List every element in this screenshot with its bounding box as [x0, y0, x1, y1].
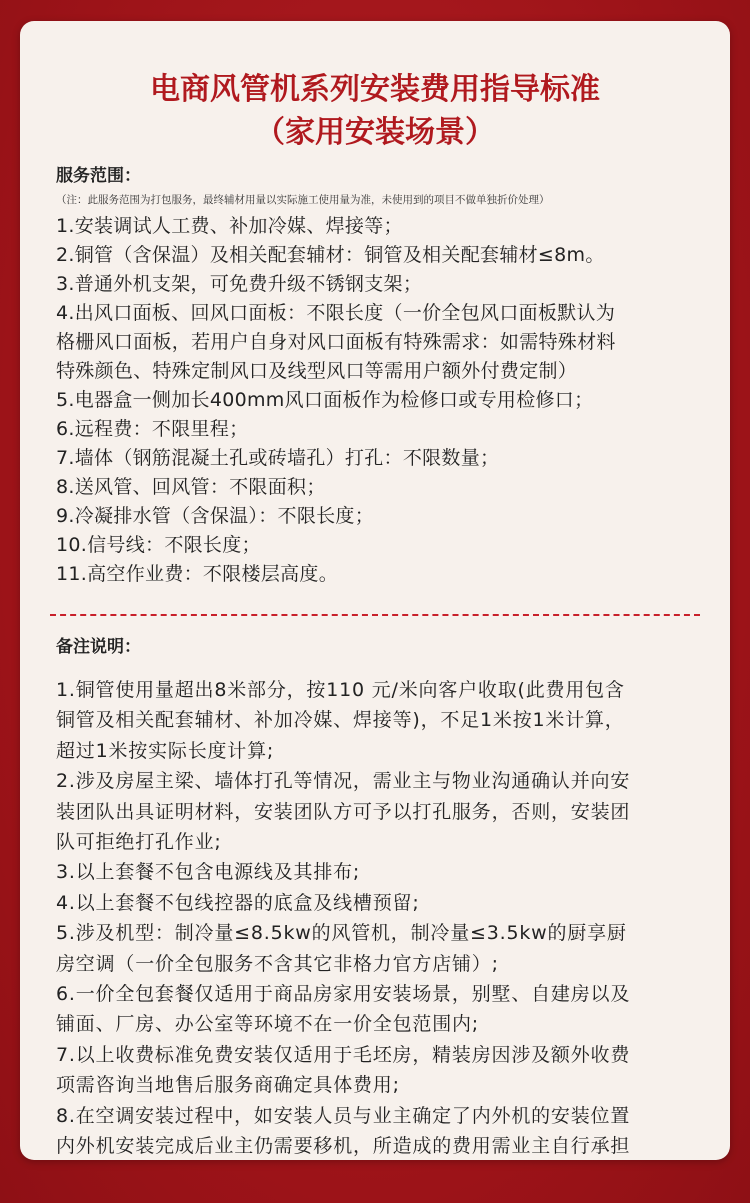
list-item: 3.普通外机支架，可免费升级不锈钢支架； [56, 273, 423, 295]
remarks-heading: 备注说明： [56, 637, 141, 657]
page-title: 电商风管机系列安装费用指导标准 [150, 72, 600, 107]
list-item: 格栅风口面板，若用户自身对风口面板有特殊需求：如需特殊材料 [56, 331, 616, 353]
list-item: 铺面、厂房、办公室等环境不在一价全包范围内; [56, 1013, 480, 1036]
list-item: 装团队出具证明材料，安装团队方可予以打孔服务，否则，安装团 [56, 800, 631, 823]
section-divider [50, 614, 700, 616]
scope-list [56, 212, 616, 589]
list-item: 8.在空调安装过程中，如安装人员与业主确定了内外机的安装位置 [56, 1104, 631, 1127]
list-item: 2.涉及房屋主梁、墙体打孔等情况，需业主与物业沟通确认并向安 [56, 770, 631, 793]
list-item: 5.涉及机型：制冷量≤8.5kw的风管机，制冷量≤3.5kw的厨享厨 [56, 922, 627, 945]
list-item: 6.一价全包套餐仅适用于商品房家用安装场景，别墅、自建房以及 [56, 983, 631, 1006]
page-subtitle: （家用安装场景） [255, 115, 495, 150]
list-item: 项需咨询当地售后服务商确定具体费用; [56, 1074, 400, 1097]
list-item: 5.电器盒一侧加长400mm风口面板作为检修口或专用检修口； [56, 389, 594, 411]
list-item: 特殊颜色、特殊定制风口及线型风口等需用户额外付费定制） [56, 360, 578, 382]
content-card [20, 21, 730, 1160]
list-item: 9.冷凝排水管（含保温）：不限长度； [56, 505, 375, 527]
list-item: 10.信号线：不限长度； [56, 534, 261, 556]
list-item: 超过1米按实际长度计算; [56, 739, 275, 762]
list-item: 4.出风口面板、回风口面板：不限长度（一价全包风口面板默认为 [56, 302, 616, 324]
list-item: 6.远程费：不限里程； [56, 418, 249, 440]
list-item: 房空调（一价全包服务不含其它非格力官方店铺）; [56, 952, 499, 975]
list-item: 7.以上收费标准免费安装仅适用于毛坯房，精装房因涉及额外收费 [56, 1043, 631, 1066]
list-item: 1.铜管使用量超出8米部分，按110 元/米向客户收取(此费用包含 [56, 679, 625, 701]
remarks-list [56, 675, 630, 1162]
list-item: 2.铜管（含保温）及相关配套辅材：铜管及相关配套辅材≤8m。 [56, 244, 605, 266]
scope-note: （注：此服务范围为打包服务，最终辅材用量以实际施工使用量为准，未使用到的项目不做单独折价处理） [56, 194, 550, 206]
list-item: 3.以上套餐不包含电源线及其排布; [56, 861, 361, 884]
list-item: 内外机安装完成后业主仍需要移机，所造成的费用需业主自行承担 [56, 1135, 631, 1158]
list-item: 7.墙体（钢筋混凝土孔或砖墙孔）打孔：不限数量； [56, 447, 500, 469]
scope-heading: 服务范围： [56, 166, 141, 186]
list-item: 11.高空作业费：不限楼层高度。 [56, 563, 339, 585]
list-item: 1.安装调试人工费、补加冷媒、焊接等； [56, 215, 403, 237]
list-item: 队可拒绝打孔作业; [56, 831, 222, 854]
list-item: 铜管及相关配套辅材、补加冷媒、焊接等)，不足1米按1米计算， [56, 709, 625, 732]
list-item: 4.以上套餐不包线控器的底盒及线槽预留; [56, 891, 420, 914]
list-item: 8.送风管、回风管：不限面积； [56, 476, 326, 498]
